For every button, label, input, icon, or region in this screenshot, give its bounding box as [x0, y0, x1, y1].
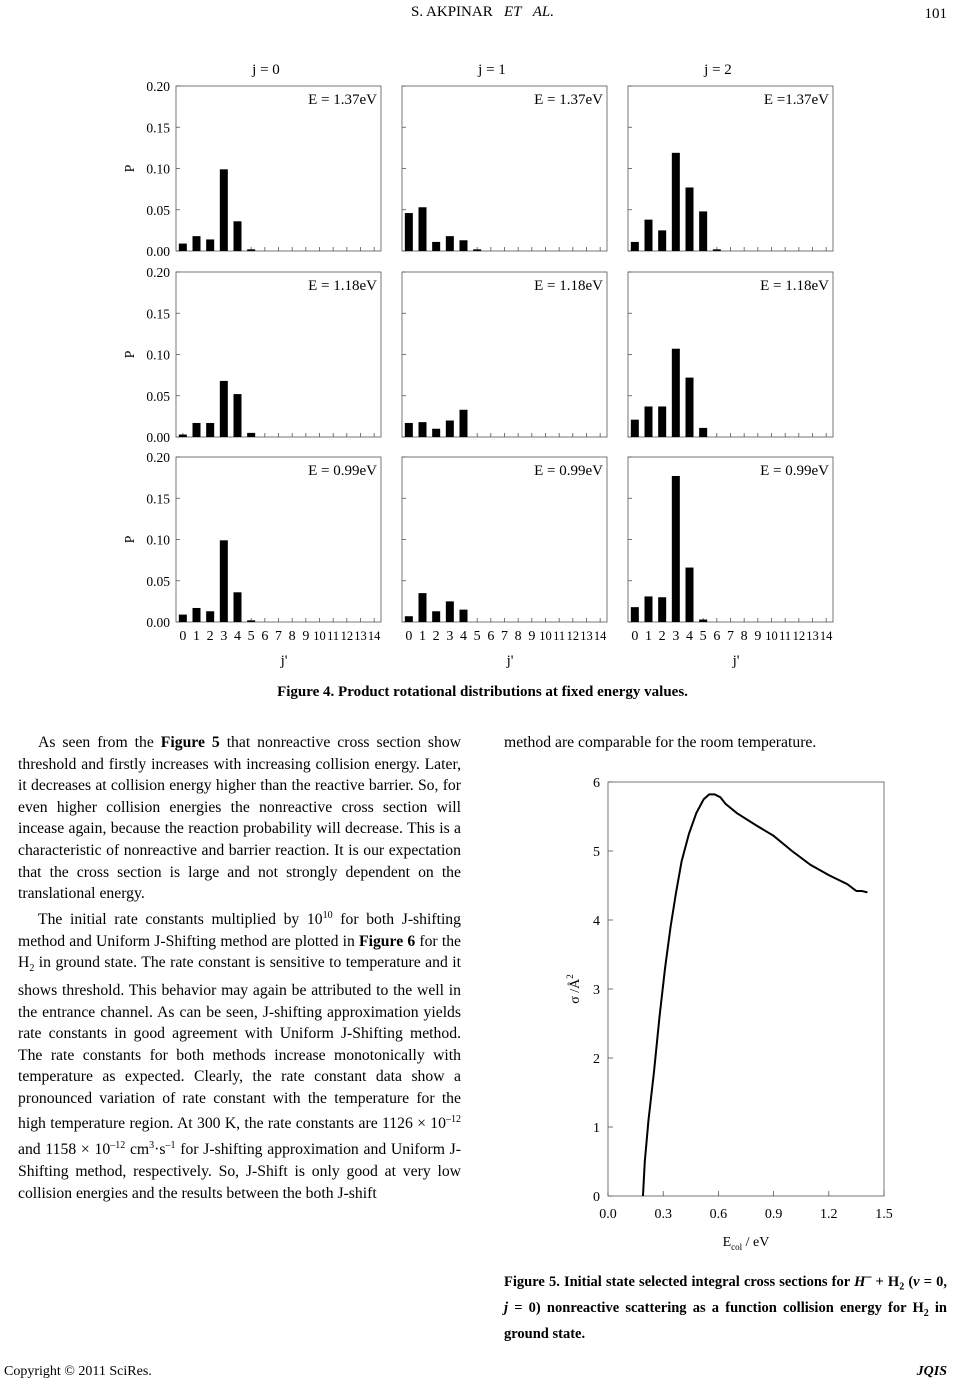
x-axis-label: $E_{col}$ / eV	[722, 1235, 770, 1252]
bar-jprime-4	[234, 221, 242, 251]
bar-jprime-0	[405, 616, 413, 622]
x-tick-label: 14	[819, 629, 833, 643]
x-tick-label: 3	[220, 629, 228, 644]
x-tick-label: 7	[501, 629, 508, 644]
running-head	[0, 4, 965, 21]
energy-annotation: E = 0.99eV	[760, 463, 829, 479]
panel-frame	[402, 272, 607, 437]
bar-jprime-0	[179, 244, 187, 251]
body-left-column	[18, 732, 461, 1204]
bar-jprime-1	[419, 593, 427, 622]
energy-annotation: E = 1.18eV	[760, 278, 829, 294]
x-tick-label: 9	[528, 629, 536, 644]
y-axis-label: P	[123, 164, 138, 173]
y-tick-label: 0.00	[146, 615, 170, 630]
x-tick-label: 6	[713, 629, 721, 644]
bar-jprime-4	[460, 240, 468, 251]
figure-4-grid	[0, 50, 965, 680]
x-tick-label: 0.6	[709, 1207, 728, 1222]
x-tick-label: 4	[234, 629, 241, 644]
y-tick-label: 2	[593, 1052, 600, 1067]
energy-annotation: E = 1.37eV	[534, 92, 603, 108]
x-tick-label: 9	[754, 629, 762, 644]
x-tick-label: 0.3	[654, 1207, 672, 1222]
continuation-text: method are comparable for the room temperature.	[504, 734, 817, 751]
bar-jprime-0	[631, 242, 639, 251]
y-axis-label: σ $/Å^2$	[565, 974, 583, 1004]
x-tick-label: 3	[446, 629, 454, 644]
y-tick-label: 0.05	[146, 388, 170, 404]
x-tick-label: 2	[432, 629, 440, 644]
bar-jprime-3	[672, 349, 680, 437]
page-number: 101	[924, 6, 947, 22]
x-tick-label: 11	[553, 629, 566, 643]
bar-jprime-2	[206, 239, 214, 251]
x-tick-label: 2	[658, 629, 666, 644]
y-axis-label: P	[123, 350, 138, 359]
bar-jprime-0	[179, 615, 187, 622]
bar-jprime-1	[419, 422, 427, 437]
x-tick-label: 1	[419, 629, 426, 644]
bar-jprime-0	[405, 213, 413, 251]
y-tick-label: 0.15	[146, 306, 170, 322]
energy-annotation: E =1.37eV	[763, 92, 829, 108]
figure-4-caption: Figure 4. Product rotational distributions at fixed energy values.	[277, 684, 688, 700]
x-tick-label: 6	[487, 629, 495, 644]
x-tick-label: 4	[460, 629, 467, 644]
bar-jprime-2	[206, 423, 214, 437]
y-tick-label: 0.15	[146, 491, 170, 507]
bar-jprime-0	[405, 423, 413, 437]
unit: / eV	[742, 1235, 770, 1250]
bar-jprime-3	[220, 169, 228, 251]
bar-jprime-3	[220, 381, 228, 437]
bar-jprime-4	[460, 610, 468, 622]
x-tick-label: 2	[206, 629, 214, 644]
bar-jprime-5	[247, 620, 255, 622]
panel-frame	[176, 272, 381, 437]
x-axis-label: j'	[732, 653, 740, 669]
x-tick-label: 8	[514, 629, 522, 644]
bar-jprime-2	[206, 611, 214, 622]
bar-jprime-0	[631, 420, 639, 437]
x-tick-label: 0	[179, 629, 187, 644]
bar-jprime-2	[432, 611, 440, 622]
x-tick-label: 1	[645, 629, 652, 644]
bar-jprime-4	[234, 394, 242, 437]
x-tick-label: 1.2	[820, 1207, 838, 1222]
x-tick-label: 12	[340, 629, 354, 643]
x-tick-label: 0	[405, 629, 413, 644]
x-tick-label: 10	[313, 629, 326, 643]
x-tick-label: 9	[302, 629, 310, 644]
y-tick-label: 0.00	[146, 244, 170, 259]
bar-jprime-4	[460, 410, 468, 437]
energy-annotation: E = 0.99eV	[534, 463, 603, 479]
y-tick-label: 0.10	[146, 347, 170, 363]
bar-jprime-4	[686, 187, 694, 251]
journal-footer: JQIS	[916, 1364, 947, 1379]
bar-jprime-5	[247, 249, 255, 251]
y-tick-label: 0.20	[146, 450, 170, 465]
x-tick-label: 0.0	[599, 1207, 617, 1222]
bar-jprime-0	[179, 435, 187, 437]
column-title-j1: j = 1	[478, 62, 506, 78]
bar-jprime-1	[193, 608, 201, 622]
x-tick-label: 14	[367, 629, 381, 643]
x-tick-label: 1.5	[875, 1207, 893, 1222]
figure-5-caption: Figure 5. Initial state selected integral cross sections for $H^- + H_2$ (v = 0, j = 0) nonreactive scattering as a function collision energy for $H_2$ in ground state.	[504, 1269, 948, 1342]
bar-jprime-3	[446, 236, 454, 251]
bar-jprime-5	[699, 620, 707, 622]
bar-jprime-1	[193, 236, 201, 251]
bar-jprime-3	[672, 476, 680, 622]
x-tick-label: 8	[740, 629, 748, 644]
y-tick-label: 5	[593, 845, 600, 860]
bar-jprime-3	[220, 540, 228, 622]
y-tick-label: 0.20	[146, 265, 170, 280]
bar-jprime-5	[247, 433, 255, 437]
y-tick-label: 0.15	[146, 120, 170, 136]
bar-jprime-5	[699, 428, 707, 437]
bar-jprime-6	[713, 249, 721, 251]
x-tick-label: 6	[261, 629, 269, 644]
x-tick-label: 7	[727, 629, 734, 644]
panel-frame	[402, 457, 607, 622]
x-tick-label: 3	[672, 629, 680, 644]
energy-annotation: E = 1.18eV	[534, 278, 603, 294]
x-axis-label: j'	[280, 653, 288, 669]
panel-frame	[176, 86, 381, 251]
body-right-column	[504, 732, 947, 754]
y-tick-label: 4	[593, 914, 600, 929]
x-tick-label: 10	[539, 629, 552, 643]
x-tick-label: 14	[593, 629, 607, 643]
y-tick-label: 1	[593, 1121, 600, 1136]
y-tick-label: 0.00	[146, 430, 170, 445]
x-tick-label: 5	[699, 629, 707, 644]
panel-frame	[176, 457, 381, 622]
bar-jprime-1	[645, 220, 653, 251]
bar-jprime-5	[473, 249, 481, 251]
bar-jprime-2	[658, 597, 666, 622]
bar-jprime-1	[645, 406, 653, 437]
y-tick-label: 0.05	[146, 202, 170, 218]
x-tick-label: 0	[631, 629, 639, 644]
bar-jprime-4	[686, 568, 694, 622]
x-tick-label: 12	[792, 629, 806, 643]
energy-annotation: E = 0.99eV	[308, 463, 377, 479]
panel-frame	[402, 86, 607, 251]
x-tick-label: 4	[686, 629, 693, 644]
x-tick-label: 10	[765, 629, 778, 643]
bar-jprime-4	[234, 592, 242, 622]
x-tick-label: 8	[288, 629, 296, 644]
x-tick-label: 13	[354, 629, 367, 643]
x-tick-label: 7	[275, 629, 282, 644]
paragraph-1: As seen from the Figure 5 that nonreactive cross section show threshold and firstly increases with increasing collision energy. Later, it decreases at collision energy higher than the reactive barrier. So, for even higher collision energies the nonreactive cross section will incease again, because the reaction probability will decrease. This is a characteristic of nonreactive and barrier reaction. It is our expectation that the cross section is large and not strongly dependent on the translational energy.	[18, 734, 461, 903]
x-tick-label: 11	[779, 629, 792, 643]
y-tick-label: 6	[593, 776, 600, 791]
figure-5-chart	[540, 770, 920, 1260]
x-tick-label: 0.9	[764, 1207, 783, 1222]
bar-jprime-5	[699, 211, 707, 251]
y-tick-label: 0.10	[146, 532, 170, 548]
bar-jprime-2	[658, 406, 666, 437]
bar-jprime-1	[645, 596, 653, 622]
x-tick-label: 11	[327, 629, 340, 643]
y-tick-label: 0	[593, 1190, 600, 1205]
y-tick-label: 0.05	[146, 573, 170, 589]
x-tick-label: 1	[193, 629, 200, 644]
bar-jprime-2	[432, 242, 440, 251]
energy-annotation: E = 1.18eV	[308, 278, 377, 294]
column-title-j2: j = 2	[704, 62, 732, 78]
cross-section-curve	[643, 794, 867, 1196]
paragraph-2: The initial rate constants multiplied by $10^{10}$ for both J-shifting method and Uniform J-Shifting method are plotted in Figure 6 for the $H_2$ in ground state. The rate constant is sensitive to temperature and it shows threshold. This behavior may again be attributed to the well in the entrance channel. As can be seen, J-shifting approximation yields rate constants in good agreement with Uniform J-Shifting method. The rate constants for both methods increase monotonically with temperature as expected. Clearly, the rate constant data show a pronounced variation of rate constant with the temperature for the high temperature region. At 300 K, the rate constants are $1126 \times 10^{-12}$ and $1158 \times 10^{-12}$ $cm^3\cdot s^{-1}$ for J-shifting approximation and Uniform J-Shifting method, respectively. So, J-Shift is only good at very low collision energies and the results between the both J-shift	[18, 909, 461, 1202]
copyright-footer: Copyright © 2011 SciRes.	[4, 1364, 152, 1379]
x-tick-label: 13	[806, 629, 819, 643]
bar-jprime-0	[631, 607, 639, 622]
bar-jprime-1	[193, 423, 201, 437]
superscript: 2	[565, 974, 575, 979]
x-tick-label: 5	[473, 629, 481, 644]
bar-jprime-1	[419, 207, 427, 251]
y-axis-label: P	[123, 535, 138, 544]
bar-jprime-3	[446, 601, 454, 622]
x-tick-label: 13	[580, 629, 593, 643]
x-axis-label: j'	[506, 653, 514, 669]
bar-jprime-2	[658, 230, 666, 251]
x-tick-label: 12	[566, 629, 580, 643]
y-tick-label: 0.20	[146, 79, 170, 94]
plot-frame	[608, 782, 884, 1196]
running-head-text: S. AKPINAR ET AL.	[411, 4, 554, 20]
column-title-j0: j = 0	[252, 62, 280, 78]
y-tick-label: 3	[593, 983, 600, 998]
x-tick-label: 5	[247, 629, 255, 644]
bar-jprime-3	[672, 153, 680, 251]
bar-jprime-3	[446, 421, 454, 438]
subscript: col	[731, 1242, 743, 1252]
bar-jprime-2	[432, 429, 440, 437]
energy-annotation: E = 1.37eV	[308, 92, 377, 108]
y-tick-label: 0.10	[146, 161, 170, 177]
bar-jprime-4	[686, 378, 694, 437]
panel-frame	[628, 86, 833, 251]
